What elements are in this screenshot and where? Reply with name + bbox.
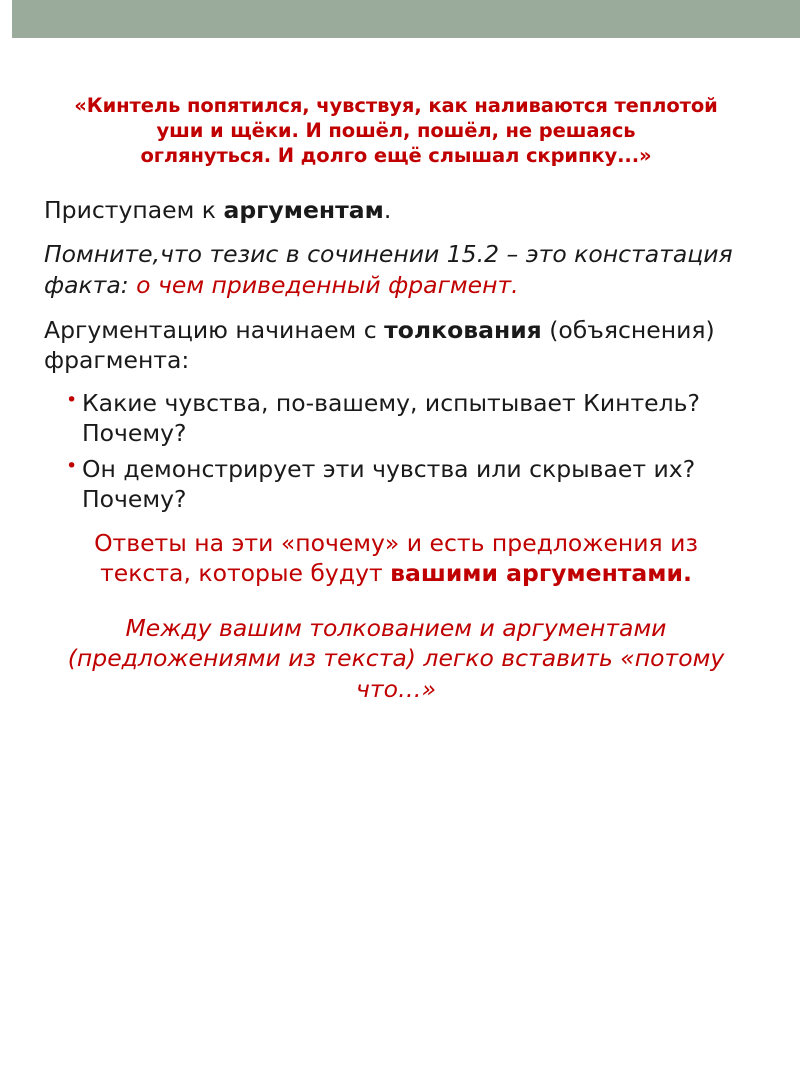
intro-keyword: аргументам — [223, 195, 384, 224]
list-item: • Он демонстрирует эти чувства или скрывает их? Почему? — [66, 454, 748, 514]
intro-suffix: . — [383, 195, 392, 224]
conclusion-italic-block: Между вашим толкованием и аргументами (предложениями из текста) легко вставить «потому что…» — [67, 613, 725, 703]
argumentation-suffix: (объяснения) фрагмента: — [44, 315, 715, 375]
quote-block — [44, 94, 748, 169]
top-decorative-band — [0, 0, 800, 38]
body-block — [44, 195, 748, 704]
paragraph-argumentation — [44, 315, 748, 376]
argumentation-prefix: Аргументацию начинаем с — [44, 315, 385, 344]
paragraph-intro — [44, 195, 748, 226]
argumentation-keyword: толкования — [384, 315, 542, 344]
quote-line-3: оглянуться. И долго ещё слышал скрипку...» — [140, 143, 652, 167]
thesis-red: о чем приведенный фрагмент. — [136, 270, 519, 299]
conclusion-block — [44, 528, 748, 589]
conclusion-text: Ответы на эти «почему» и есть предложения из текста, которые будут — [94, 528, 698, 588]
thesis-italic: Помните,что тезис в сочинении 15.2 – это констатация факта — [44, 240, 733, 299]
quote-line-2: уши и щёки. И пошёл, пошёл, не решаясь — [156, 118, 636, 142]
quote-line-1: «Кинтель попятился, чувствуя, как наливаются теплотой — [74, 94, 718, 117]
intro-prefix: Приступаем к — [44, 195, 224, 224]
question-list — [44, 388, 748, 514]
slide-content — [0, 38, 800, 728]
thesis-colon: : — [120, 270, 137, 299]
paragraph-thesis — [44, 239, 748, 300]
list-item: • Какие чувства, по-вашему, испытывает Кинтель? Почему? — [66, 388, 748, 448]
conclusion-emphasis: вашими аргументами. — [390, 559, 692, 588]
